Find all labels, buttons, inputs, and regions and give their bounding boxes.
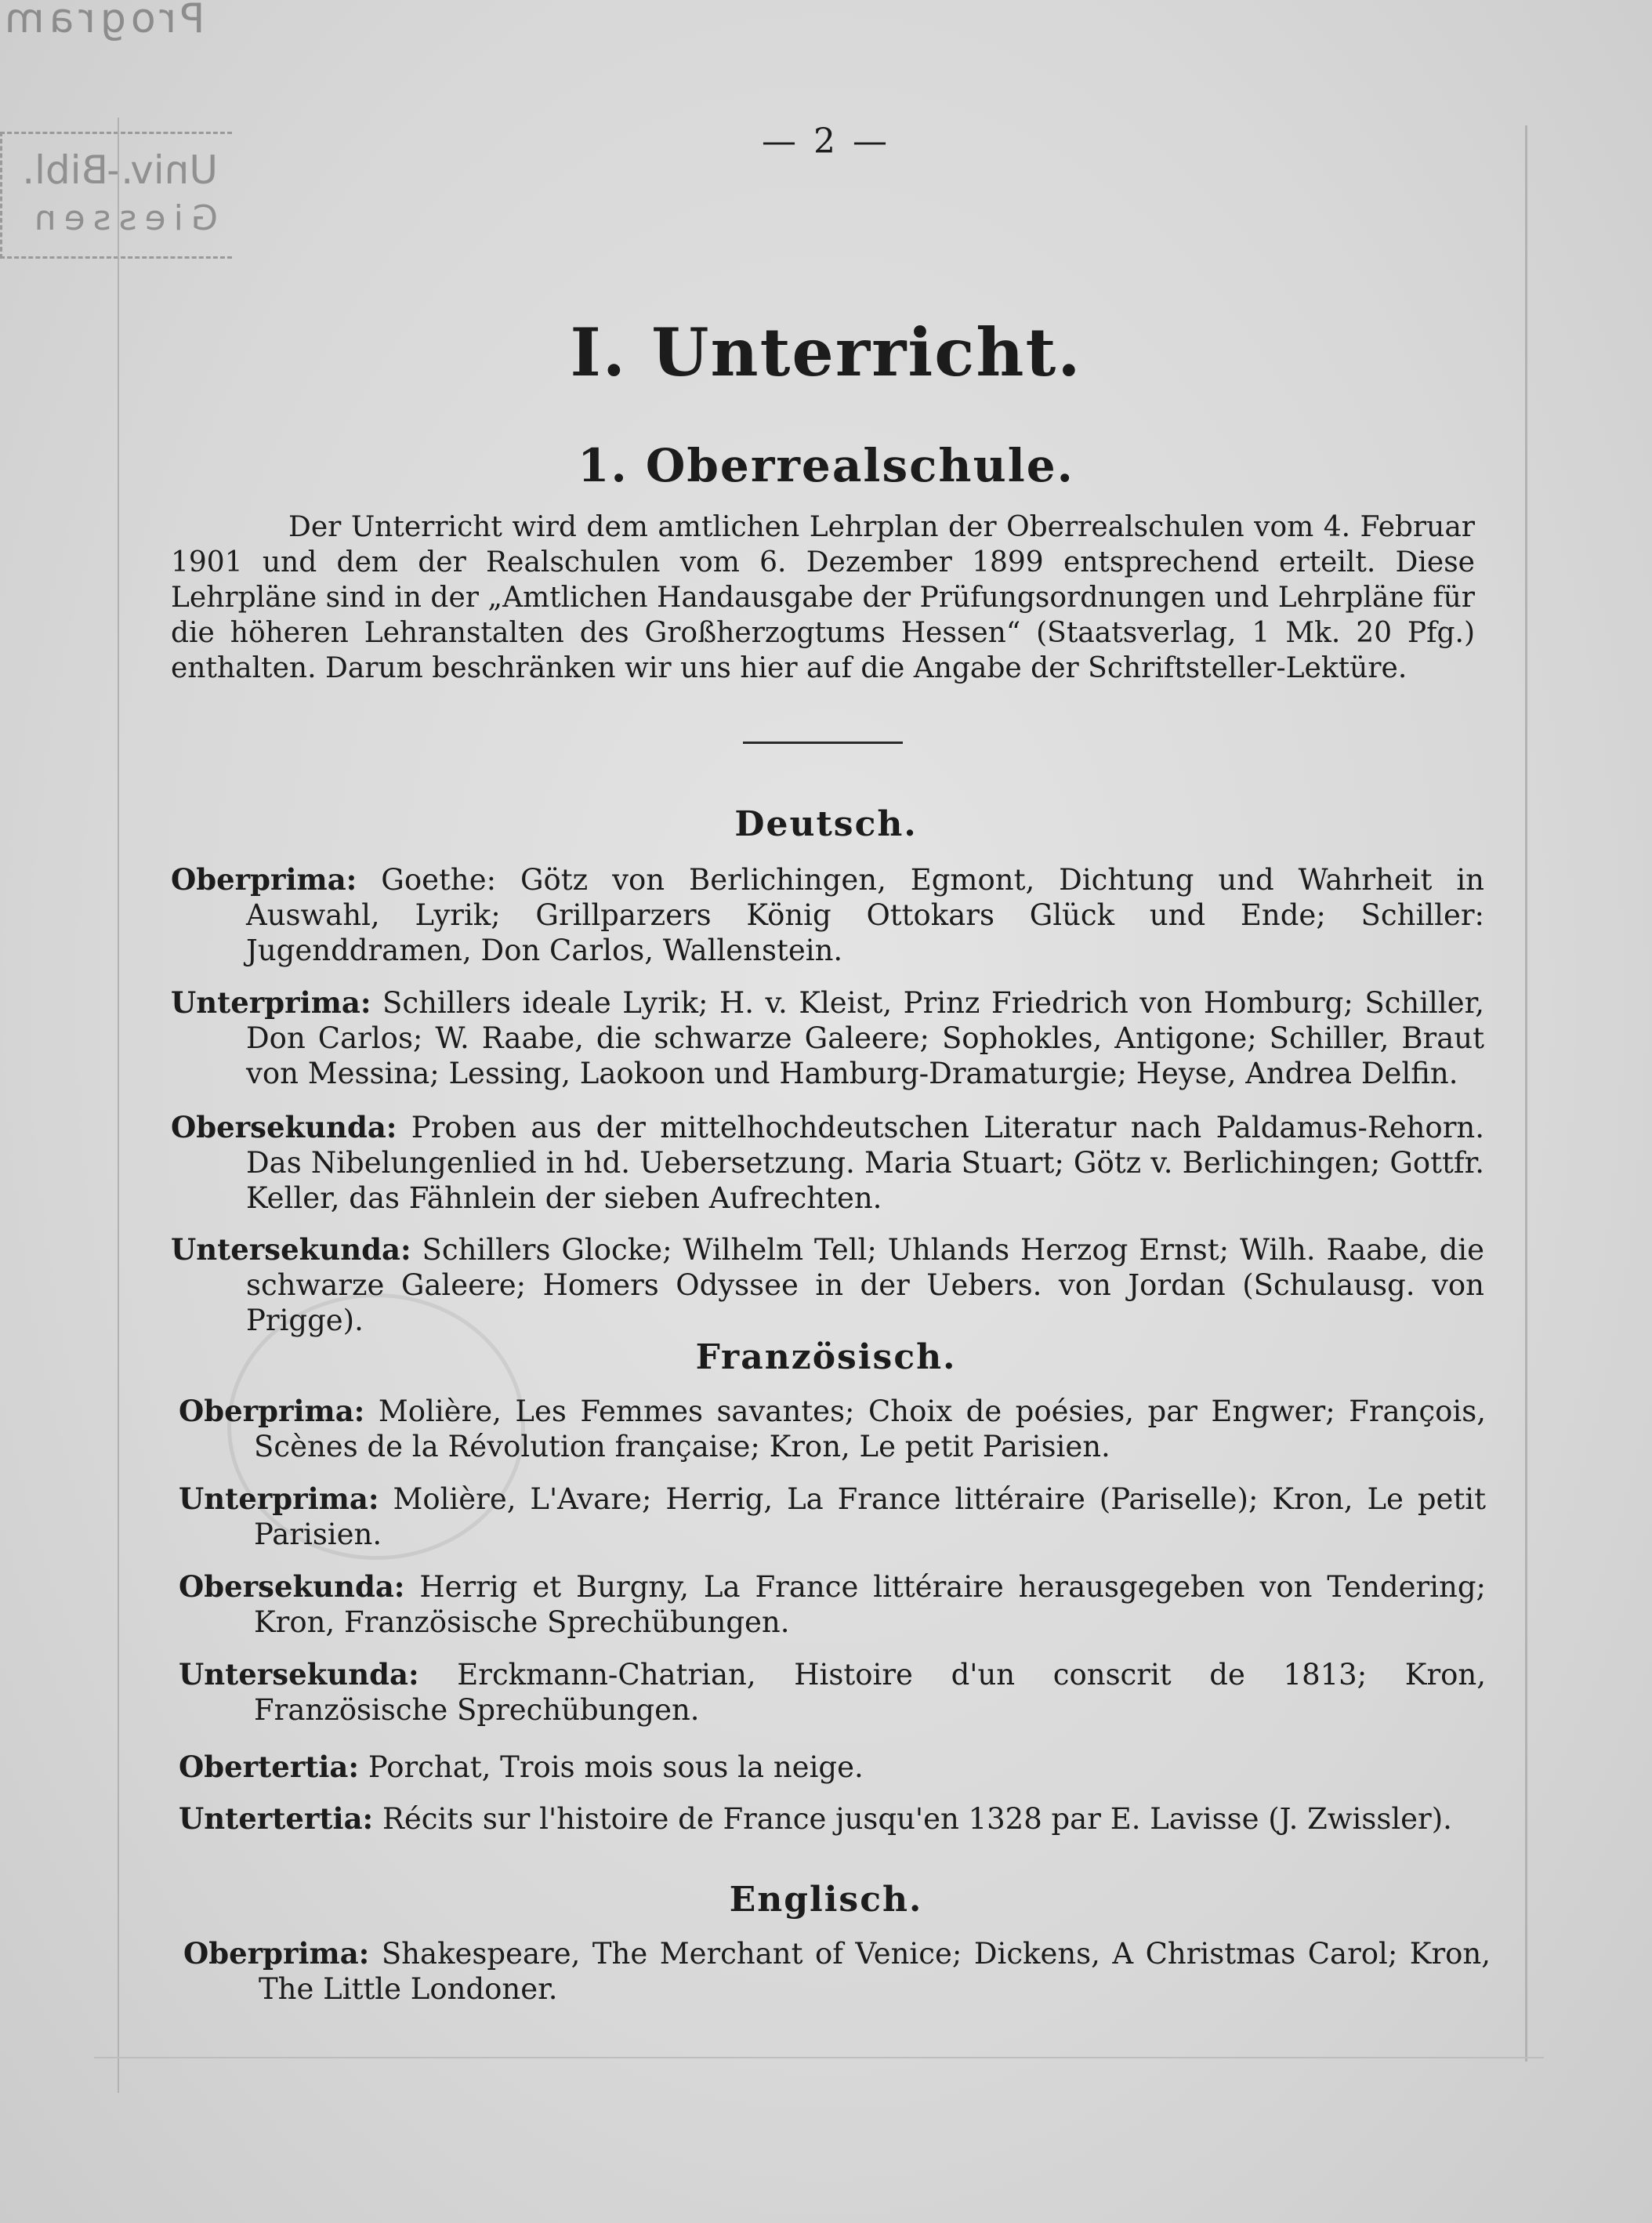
- main-heading: I. Unterricht.: [570, 314, 1082, 391]
- entry-label: Unterprima:: [171, 985, 371, 1020]
- entry-label: Oberprima:: [183, 1936, 370, 1971]
- entry-franz-untersekunda: [179, 1657, 1486, 1728]
- entry-text: Molière, Les Femmes savantes; Choix de poésies, par Engwer; François, Scènes de la Révolution française; Kron, Le petit Parisien.: [254, 1394, 1486, 1463]
- entry-deutsch-untersekunda: [171, 1232, 1484, 1338]
- entry-text: Récits sur l'histoire de France jusqu'en 1328 par E. Lavisse (J. Zwissler).: [382, 1802, 1452, 1836]
- entry-franz-unterprima: [179, 1481, 1486, 1552]
- entry-franz-oberprima: [179, 1394, 1486, 1464]
- entry-label: Obersekunda:: [171, 1110, 397, 1144]
- entry-text: Porchat, Trois mois sous la neige.: [368, 1750, 864, 1784]
- entry-franz-untertertia: [179, 1801, 1486, 1837]
- entry-franz-obertertia: [179, 1750, 1486, 1785]
- entry-label: Obersekunda:: [179, 1569, 405, 1604]
- entry-deutsch-unterprima: [171, 985, 1484, 1091]
- entry-label: Untersekunda:: [179, 1657, 419, 1692]
- page-edge-bottom: [94, 2057, 1544, 2058]
- entry-text: Schillers Glocke; Wilhelm Tell; Uhlands Herzog Ernst; Wilh. Raabe, die schwarze Galeere; Homers Odyssee in der Uebers. von Jordan (Schulausg. von Prigge).: [246, 1233, 1484, 1337]
- entry-text: Proben aus der mittelhochdeutschen Literatur nach Paldamus-Rehorn. Das Nibelungenlied in hd. Uebersetzung. Maria Stuart; Götz v. Berlichingen; Gottfr. Keller, das Fähnlein der sieben Aufrechten.: [246, 1111, 1484, 1215]
- entry-englisch-oberprima: [183, 1936, 1491, 2007]
- entry-text: Herrig et Burgny, La France littéraire herausgegeben von Tendering; Kron, Französische Sprechübungen.: [254, 1570, 1486, 1639]
- bleed-through-corner-text: Program: [0, 0, 205, 42]
- entry-label: Oberprima:: [171, 862, 357, 897]
- entry-deutsch-oberprima: [171, 862, 1484, 968]
- entry-label: Untertertia:: [179, 1801, 374, 1836]
- section-title-englisch: Englisch.: [729, 1880, 923, 1920]
- divider-rule: [743, 742, 903, 744]
- library-stamp-line1: Univ.-Bibl.: [22, 147, 218, 193]
- library-stamp-line2: Giessen: [26, 198, 218, 238]
- entry-label: Oberprima:: [179, 1394, 365, 1428]
- page-edge-left: [118, 118, 119, 2093]
- entry-text: Goethe: Götz von Berlichingen, Egmont, Dichtung und Wahrheit in Auswahl, Lyrik; Grillparzers König Ottokars Glück und Ende; Schiller: Jugenddramen, Don Carlos, Wallenstein.: [246, 863, 1485, 967]
- entry-franz-obersekunda: [179, 1569, 1486, 1640]
- entry-label: Unterprima:: [179, 1481, 379, 1516]
- entry-text: Molière, L'Avare; Herrig, La France littéraire (Pariselle); Kron, Le petit Parisien.: [254, 1482, 1486, 1551]
- sub-heading: 1. Oberrealschule.: [578, 439, 1074, 492]
- entry-label: Untersekunda:: [171, 1232, 411, 1267]
- entry-text: Shakespeare, The Merchant of Venice; Dickens, A Christmas Carol; Kron, The Little Londoner.: [259, 1937, 1491, 2006]
- entry-label: Obertertia:: [179, 1750, 360, 1784]
- page-edge-right: [1525, 125, 1527, 2062]
- entry-deutsch-obersekunda: [171, 1110, 1484, 1216]
- section-title-deutsch: Deutsch.: [734, 804, 918, 844]
- intro-paragraph: Der Unterricht wird dem amtlichen Lehrplan der Oberrealschulen vom 4. Februar 1901 und dem der Realschulen vom 6. Dezember 1899 entsprechend erteilt. Diese Lehrpläne sind in der „Amtlichen Handausgabe der Prüfungsordnungen und Lehrpläne für die höheren Lehranstalten des Großherzogtums Hessen“ (Staatsverlag, 1 Mk. 20 Pfg.) enthalten. Darum beschränken wir uns hier auf die Angabe der Schriftsteller-Lektüre.: [171, 511, 1475, 684]
- entry-text: Schillers ideale Lyrik; H. v. Kleist, Prinz Friedrich von Homburg; Schiller, Don Carlos; W. Raabe, die schwarze Galeere; Sophokles, Antigone; Schiller, Braut von Messina; Lessing, Laokoon und Hamburg-Dramaturgie; Heyse, Andrea Delfin.: [246, 986, 1484, 1090]
- page-number: — 2 —: [762, 121, 890, 161]
- entry-text: Erckmann-Chatrian, Histoire d'un conscrit de 1813; Kron, Französische Sprechübungen.: [254, 1658, 1487, 1727]
- section-title-franzoesisch: Französisch.: [695, 1337, 957, 1377]
